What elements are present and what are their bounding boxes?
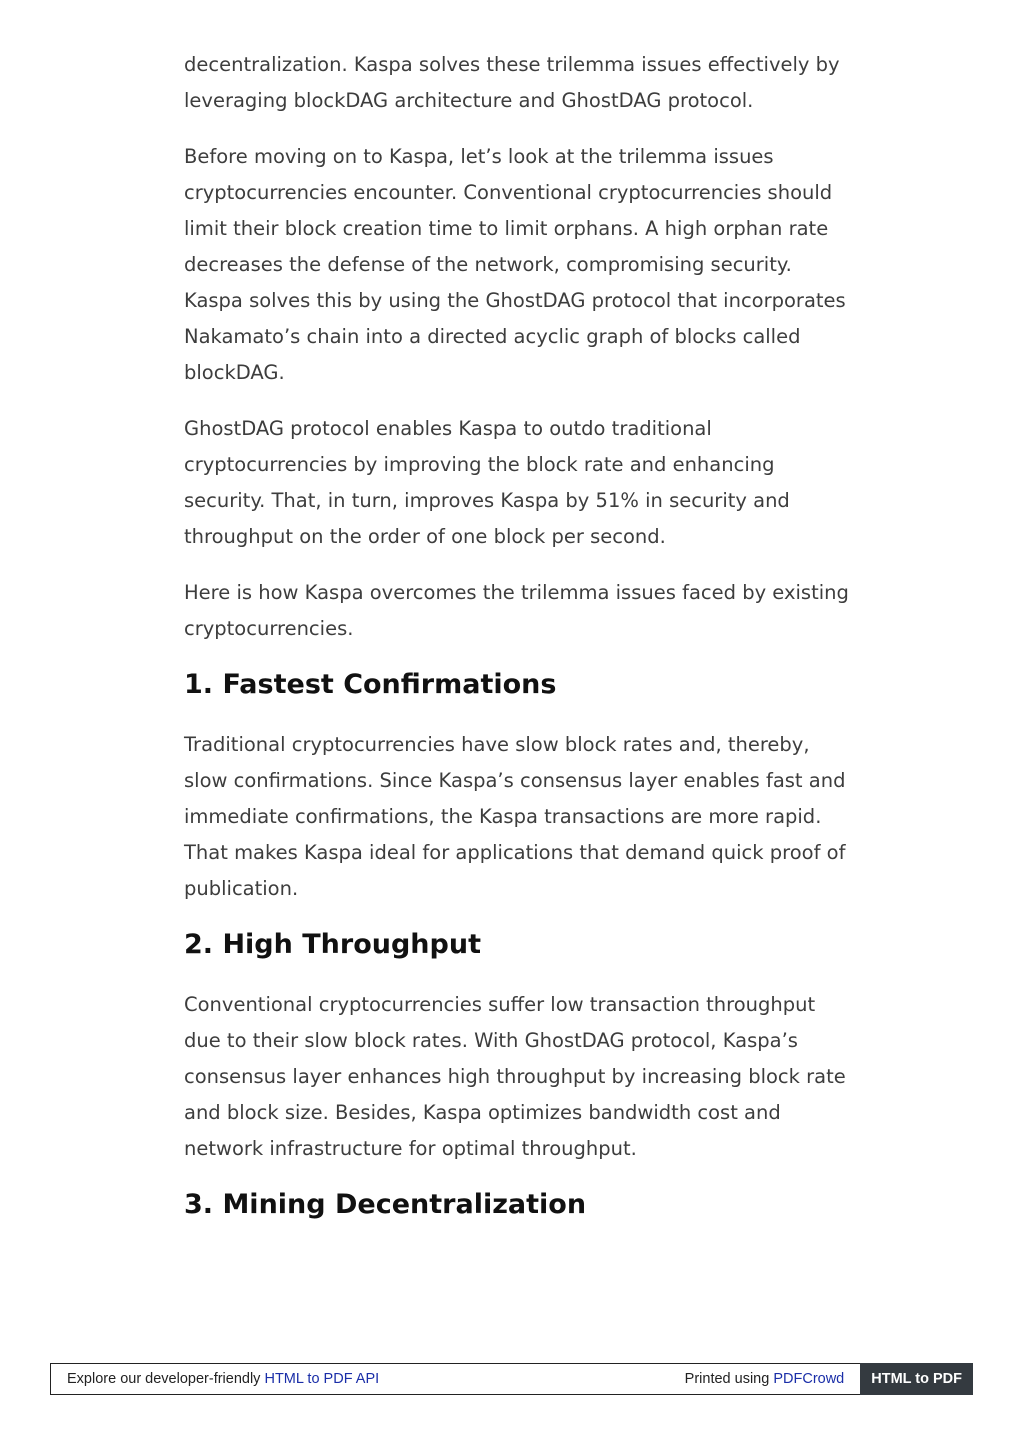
footer-explore-text: Explore our developer-friendly [67,1371,265,1387]
pdfcrowd-footer-bar [50,1363,973,1395]
heading-fastest-confirmations: 1. Fastest Confirmations [184,669,557,700]
heading-mining-decentralization: 3. Mining Decentralization [184,1189,587,1220]
paragraph-high-throughput: Conventional cryptocurrencies suffer low transaction throughput due to their slow block rates. With GhostDAG protocol, Kaspa’s consensus layer enhances high throughput by increasing block rate and block size. Besides, Kaspa optimizes bandwidth cost and network infrastructure for optimal throughput. [184,993,846,1160]
footer-printed-text: Printed using [684,1371,774,1387]
heading-high-throughput: 2. High Throughput [184,929,481,960]
html-to-pdf-button[interactable]: HTML to PDF [860,1363,973,1395]
pdfcrowd-link[interactable]: PDFCrowd [773,1371,845,1387]
footer-printed-using [685,1371,861,1387]
footer-explore [51,1371,685,1387]
html-to-pdf-api-link[interactable]: HTML to PDF API [264,1371,380,1387]
paragraph-before-kaspa: Before moving on to Kaspa, let’s look at the trilemma issues cryptocurrencies encounter. Conventional cryptocurrencies should limit their block creation time to limit orphans. A high orphan rate decreases the defense of the network, compromising security. Kaspa solves this by using the GhostDAG protocol that incorporates Nakamato’s chain into a directed acyclic graph of blocks called blockDAG. [184,145,846,384]
article-body [184,47,852,1247]
paragraph-overview: Here is how Kaspa overcomes the trilemma issues faced by existing cryptocurrencies. [184,581,849,640]
paragraph-ghostdag: GhostDAG protocol enables Kaspa to outdo traditional cryptocurrencies by improving the block rate and enhancing security. That, in turn, improves Kaspa by 51% in security and throughput on the order of one block per second. [184,417,790,548]
paragraph-intro-tail: decentralization. Kaspa solves these trilemma issues effectively by leveraging blockDAG architecture and GhostDAG protocol. [184,53,840,112]
paragraph-fastest-confirmations: Traditional cryptocurrencies have slow block rates and, thereby, slow confirmations. Since Kaspa’s consensus layer enables fast and immediate confirmations, the Kaspa transactions are more rapid. That makes Kaspa ideal for applications that demand quick proof of publication. [184,733,846,900]
